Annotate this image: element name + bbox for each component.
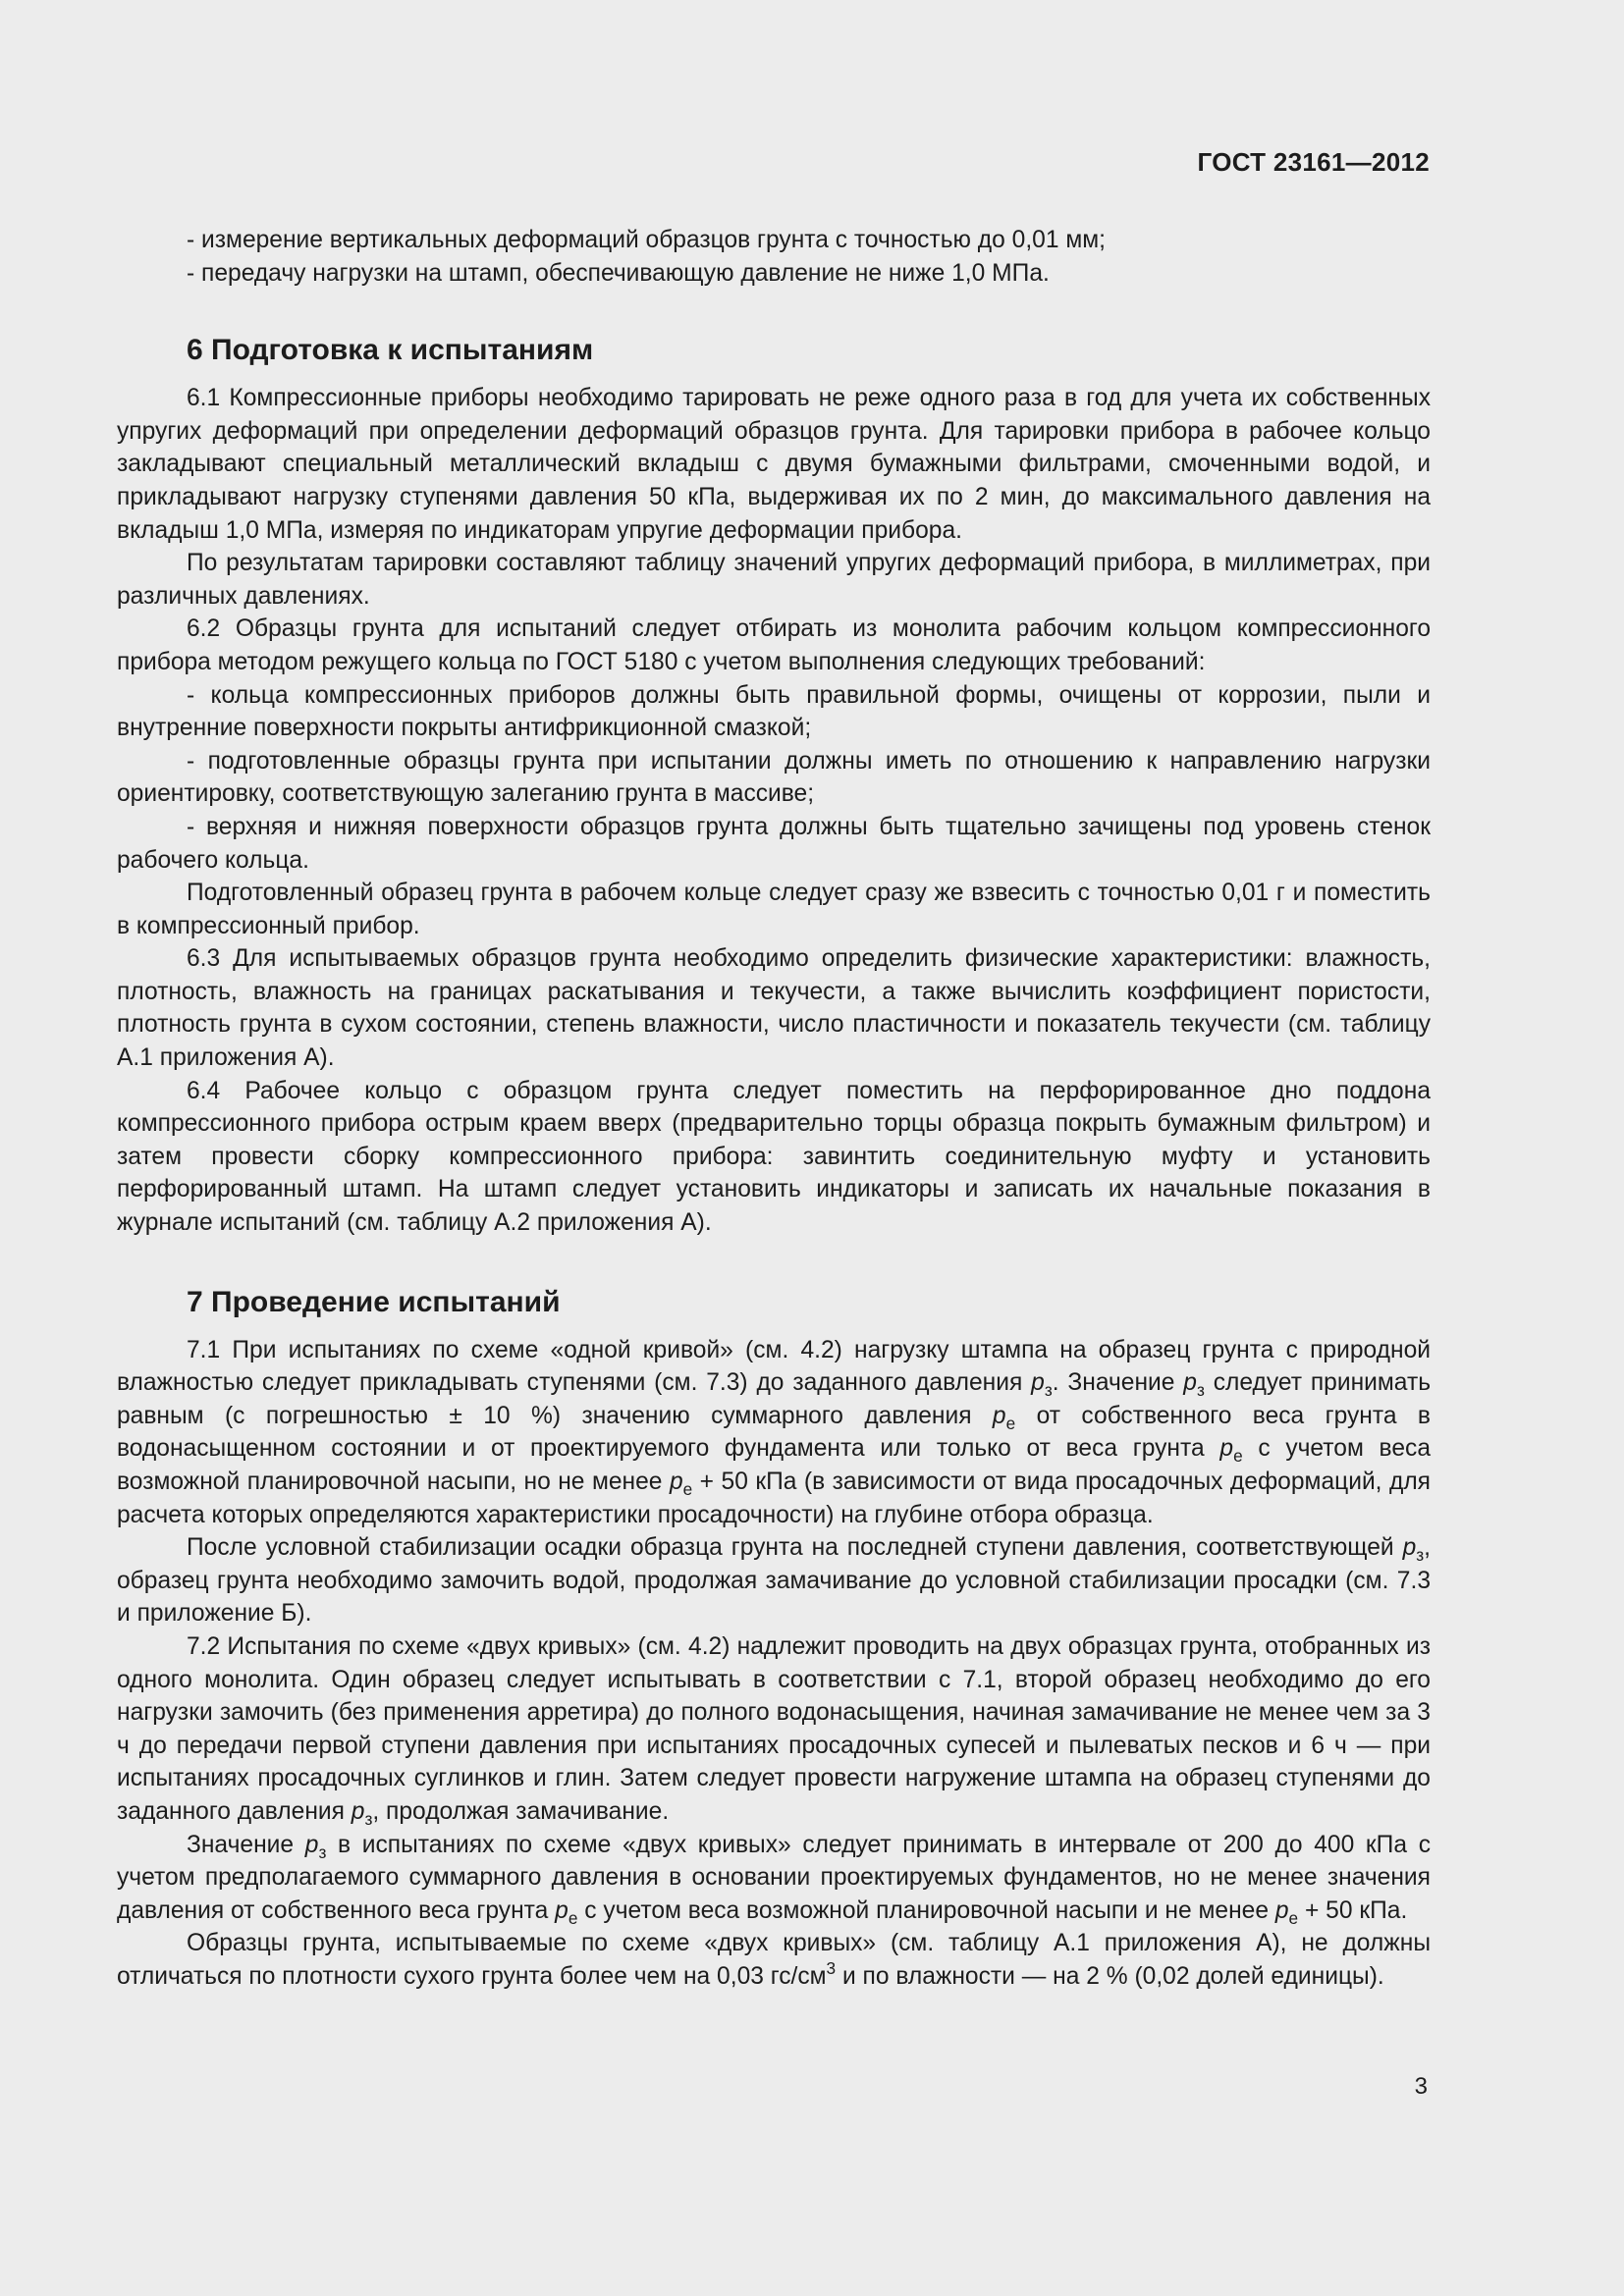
list-item: - верхняя и нижняя поверхности образцов грунта должны быть тщательно зачищены под уровень стенок рабочего кольца. [117, 813, 1431, 874]
paragraph: 7.2 Испытания по схеме «двух кривых» (см. 4.2) надлежит проводить на двух образцах грунта, отобранных из одного монолита. Один образец следует испытывать в соответствии с 7.1, второй образец необходимо до его нагрузки замочить (без применения арретира) до полного водонасыщения, начиная замачивание не менее чем за 3 ч до передачи первой ступени давления при испытаниях просадочных супесей и пылеватых песков и 6 ч — при испытаниях просадочных суглинков и глин. Затем следует провести нагружение штампа на образец ступенями до заданного давления $p_з$, продолжая замачивание. [117, 1632, 1431, 1829]
paragraph: Подготовленный образец грунта в рабочем кольце следует сразу же взвесить с точностью 0,01 г и поместить в компрессионный прибор. [117, 880, 1431, 939]
paragraph: 6.1 Компрессионные приборы необходимо тарировать не реже одного раза в год для учета их собственных упругих деформаций при определении деформаций образцов грунта. Для тарировки прибора в рабочее кольцо закладывают специальный металлический вкладыш с двумя бумажными фильтрами, смоченными водой, и прикладывают нагрузку ступенями давления 50 кПа, выдерживая их по 2 мин, до максимального давления на вкладыш 1,0 МПа, измеряя по индикаторам упругие деформации прибора. [117, 385, 1431, 544]
section-heading: 7 Проведение испытаний [187, 1285, 561, 1318]
paragraph: Образцы грунта, испытываемые по схеме «двух кривых» (см. таблицу А.1 приложения А), не должны отличаться по плотности сухого грунта более чем на 0,03 $гс/см^3$ и по влажности — на 2 % (0,02 долей единицы). [117, 1930, 1431, 1990]
page-number: 3 [1414, 2073, 1428, 2100]
paragraph: По результатам тарировки составляют таблицу значений упругих деформаций прибора, в миллиметрах, при различных давлениях. [117, 550, 1431, 610]
paragraph: 7.1 При испытаниях по схеме «одной кривой» (см. 4.2) нагрузку штампа на образец грунта с природной влажностью следует прикладывать ступенями (см. 7.3) до заданного давления $p_з$. Значение $p_з$ следует принимать равным (с погрешностью ± 10 %) значению суммарного давления $p_e$ от собственного веса грунта в водонасыщенном состоянии и от проектируемого фундамента или только от веса грунта $p_e$ с учетом веса возможной планировочной насыпи, но не менее $p_e + 50$ кПа (в зависимости от вида просадочных деформаций, для расчета которых определяются характеристики просадочности) на глубине отбора образца. [117, 1336, 1432, 1528]
list-item: - передачу нагрузки на штамп, обеспечивающую давление не ниже 1,0 МПа. [187, 259, 1050, 287]
standard-header: ГОСТ 23161—2012 [1197, 147, 1430, 177]
paragraph: После условной стабилизации осадки образца грунта на последней ступени давления, соответствующей $p_з$, образец грунта необходимо замочить водой, продолжая замачивание до условной стабилизации просадки (см. 7.3 и приложение Б). [117, 1534, 1431, 1628]
section-heading: 6 Подготовка к испытаниям [187, 334, 594, 367]
paragraph: 6.3 Для испытываемых образцов грунта необходимо определить физические характеристики: влажность, плотность, влажность на границах раскатывания и текучести, а также вычислить коэффициент пористости, плотность грунта в сухом состоянии, степень влажности, число пластичности и показатель текучести (см. таблицу А.1 приложения А). [117, 945, 1431, 1072]
list-item: - кольца компрессионных приборов должны быть правильной формы, очищены от коррозии, пыли и внутренние поверхности покрыты антифрикционной смазкой; [117, 681, 1431, 742]
paragraph: 6.2 Образцы грунта для испытаний следует отбирать из монолита рабочим кольцом компрессионного прибора методом режущего кольца по ГОСТ 5180 с учетом выполнения следующих требований: [117, 615, 1431, 675]
paragraph: Значение $p_з$ в испытаниях по схеме «двух кривых» следует принимать в интервале от 200 до 400 кПа с учетом предполагаемого суммарного давления в основании проектируемых фундаментов, но не менее значения давления от собственного веса грунта $p_e$ с учетом веса возможной планировочной насыпи и не менее $p_e + 50$ кПа. [117, 1831, 1431, 1928]
page-content [117, 224, 1431, 1994]
list-item: - измерение вертикальных деформаций образцов грунта с точностью до 0,01 мм; [187, 227, 1106, 253]
list-item: - подготовленные образцы грунта при испытании должны иметь по отношению к направлению нагрузки ориентировку, соответствующую залеганию грунта в массиве; [117, 747, 1431, 808]
paragraph: 6.4 Рабочее кольцо с образцом грунта следует поместить на перфорированное дно поддона компрессионного прибора острым краем вверх (предварительно торцы образца покрыть бумажным фильтром) и затем провести сборку компрессионного прибора: завинтить соединительную муфту и установить перфорированный штамп. На штамп следует установить индикаторы и записать их начальные показания в журнале испытаний (см. таблицу А.2 приложения А). [117, 1077, 1431, 1237]
